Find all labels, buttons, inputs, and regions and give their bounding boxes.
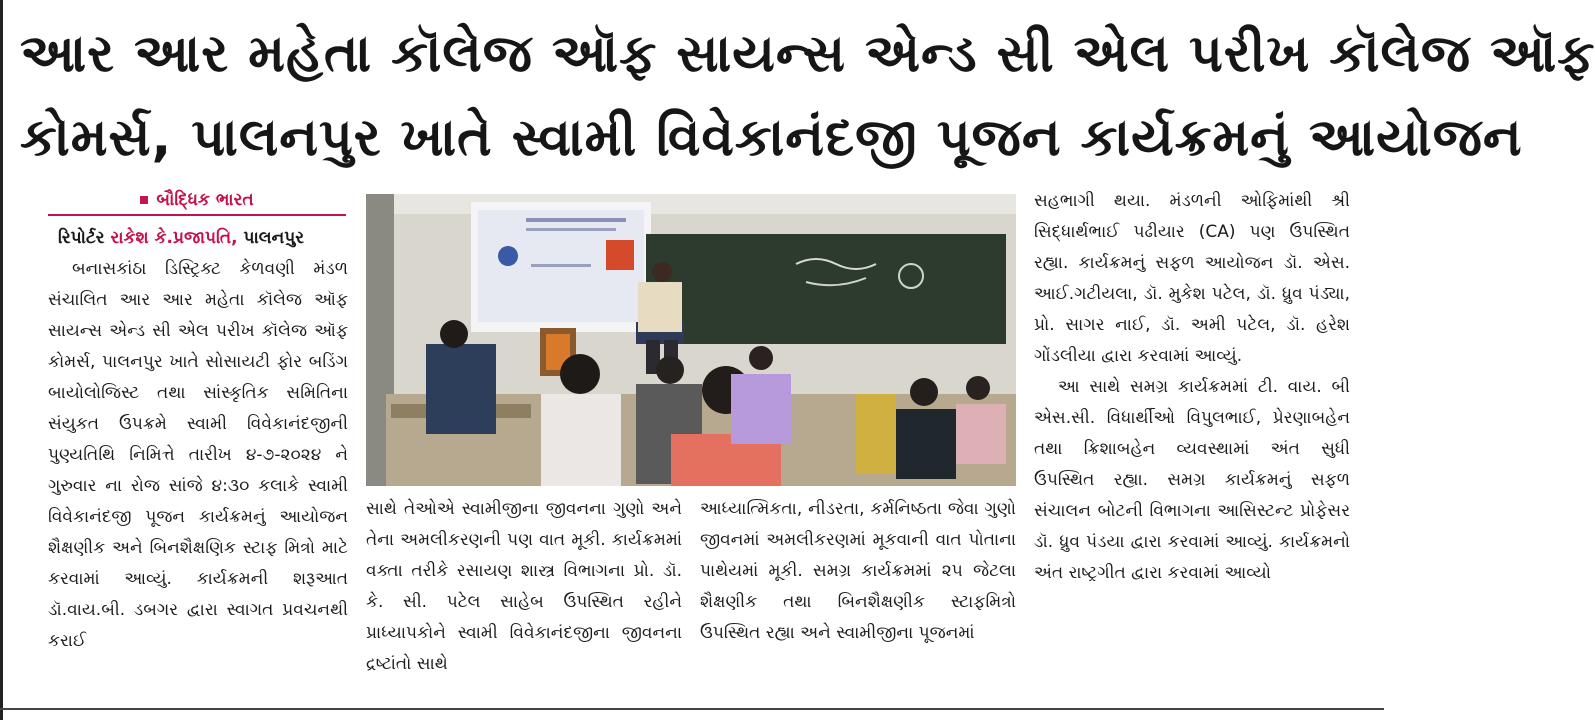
reporter-name: રાકેશ કે.પ્રજાપતિ, bbox=[110, 228, 238, 248]
reporter-prefix: રિપોર્ટર bbox=[58, 228, 105, 248]
square-bullet-icon bbox=[140, 196, 148, 204]
page-border-bottom bbox=[0, 708, 1384, 710]
column-1-text: બનાસકાંઠા ડિસ્ટ્રિક્ટ કેળવણી મંડળ સંચાલિત આર આર મહેતા કૉલેજ ઑફ સાયન્સ એન્ડ સી એલ પરીખ કૉલેજ ઑફ કોમર્સ, પાલનપુર ખાતે સોસાયટી ફોર બડિંગ બાયોલોજિસ્ટ તથા સાંસ્કૃતિક સમિતિના સંયુકત ઉપક્રમે સ્વામી વિવેકાનંદજીની પુણ્યતિથિ નિમિત્તે તારીખ ૪-૭-૨૦૨૪ ને ગુરુવાર ના રોજ સાંજે ૪:૩૦ કલાકે સ્વામી વિવેકાનંદજી પૂજન કાર્યક્રમનું આયોજન શૈક્ષણીક અને બિનશૈક્ષણિક સ્ટાફ મિત્રો માટે કરવામાં આવ્યું. કાર્યક્રમની શરૂઆત ડૉ.વાય.બી. ડબગર દ્વારા સ્વાગત પ્રવચનથી કરાઈ bbox=[48, 259, 348, 651]
source-tag-label: બૌદ્ધિક ભારત bbox=[156, 190, 254, 210]
reporter-byline bbox=[58, 228, 304, 248]
article-column-4 bbox=[1034, 186, 1350, 589]
event-photo bbox=[366, 194, 1016, 486]
article-column-1 bbox=[48, 254, 348, 657]
column-2-text: સાથે તેઓએ સ્વામીજીના જીવનના ગુણો અને તેના અમલીકરણની પણ વાત મૂકી. કાર્યક્રમમાં વક્તા તરીકે રસાયણ શાસ્ત્ર વિભાગના પ્રો. ડૉ. કે. સી. પટેલ સાહેબ ઉપસ્થિત રહીને પ્રાધ્યાપકોને સ્વામી વિવેકાનંદજીના જીવનના દ્રષ્ટાંતો સાથે bbox=[366, 499, 682, 674]
column-4-paragraph-1: સહભાગી થયા. મંડળની ઓફિમાંથી શ્રી સિદ્ધાર્થભાઈ પઢીયાર (CA) પણ ઉપસ્થિત રહ્યા. કાર્યક્રમનું સફળ આયોજન ડૉ. એસ. આઈ.ગટીયલા, ડૉ. મુકેશ પટેલ, ડૉ. ધ્રુવ પંડ્યા, પ્રો. સાગર નાઈ, ડૉ. અમી પટેલ, ડૉ. હરેશ ગોંડલીયા દ્વારા કરવામાં આવ્યું. bbox=[1034, 191, 1350, 366]
page-border-left bbox=[0, 0, 3, 720]
headline-line-2: કોમર્સ, પાલનપુર ખાતે સ્વામી વિવેકાનંદજી પૂજન કાર્યક્રમનું આયોજન bbox=[20, 108, 1523, 168]
classroom-photo-illustration bbox=[366, 194, 1016, 486]
source-tag bbox=[48, 190, 346, 210]
source-tag-divider bbox=[48, 214, 346, 216]
column-3-text: આધ્યાત્મિકતા, નીડરતા, કર્મનિષ્ઠતા જેવા ગુણો જીવનમાં અમલીકરણમાં મૂકવાની વાત પોતાના પાથેયમાં મૂકી. સમગ્ર કાર્યક્રમમાં ૨૫ જેટલા શૈક્ષણીક તથા બિનશૈક્ષણીક સ્ટાફમિત્રો ઉપસ્થિત રહ્યા અને સ્વામીજીના પૂજનમાં bbox=[700, 499, 1016, 643]
article-column-2 bbox=[366, 494, 682, 680]
column-4-paragraph-2: આ સાથે સમગ્ર કાર્યક્રમમાં ટી. વાય. બી એસ.સી. વિધાર્થીઓ વિપુલભાઈ, પ્રેરણાબહેન તથા ક્રિશાબહેન વ્યવસ્થામાં અંત સુધી ઉપસ્થિત રહ્યા. સમગ્ર કાર્યક્રમનું સફળ સંચાલન બોટની વિભાગના આસિસ્ટન્ટ પ્રોફેસર ડૉ. ધ્રુવ પંડયા દ્વારા કરવામાં આવ્યું. કાર્યક્રમનો અંત રાષ્ટ્રગીત દ્વારા કરવામાં આવ્યો bbox=[1034, 377, 1350, 583]
article-headline bbox=[20, 12, 1595, 180]
article-column-3 bbox=[700, 494, 1016, 649]
headline-line-1: આર આર મહેતા કૉલેજ ઑફ સાયન્સ એન્ડ સી એલ પરીખ કૉલેજ ઑફ bbox=[20, 24, 1595, 84]
reporter-place: પાલનપુર bbox=[243, 228, 305, 248]
